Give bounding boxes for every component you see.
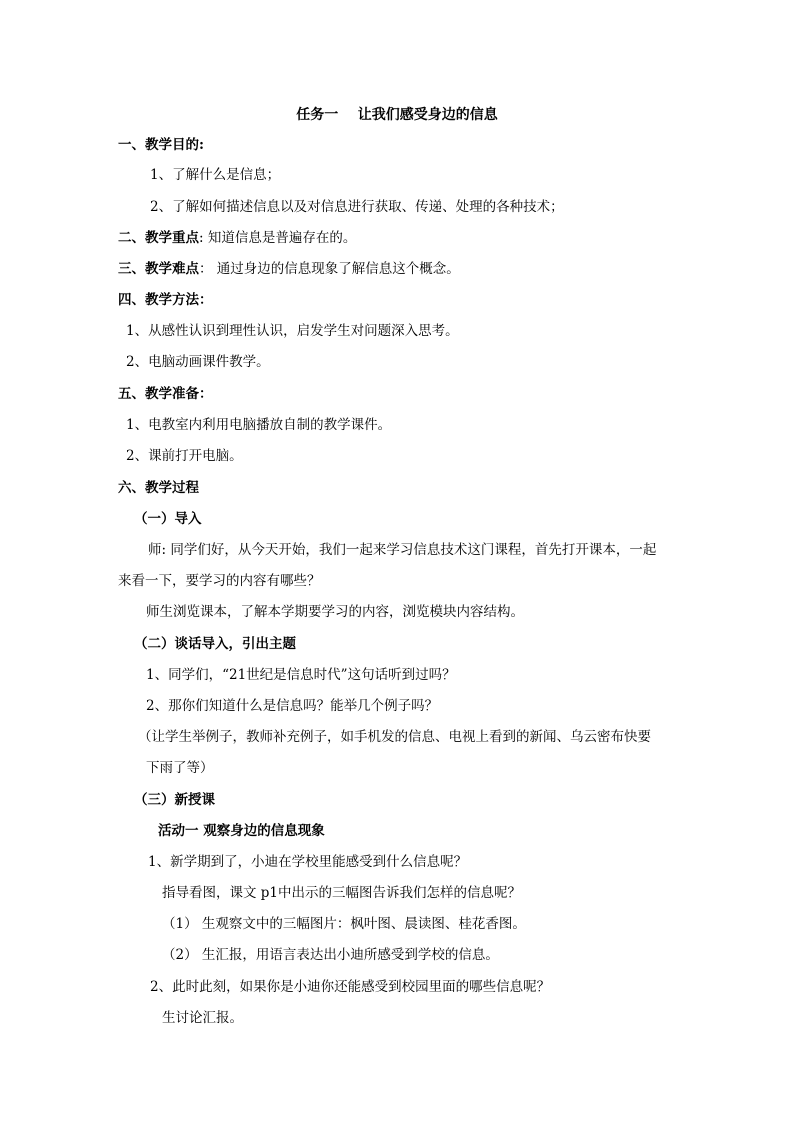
process-1-heading: （一）导入 (134, 511, 202, 527)
section-5-item-1: 1、电教室内利用电脑播放自制的教学课件。 (126, 417, 392, 433)
activity-1-sub-1: （1） 生观察文中的三幅图片：枫叶图、晨读图、桂花香图。 (162, 916, 526, 932)
activity-1-sub-2: （2） 生汇报，用语言表达出小迪所感受到学校的信息。 (162, 947, 499, 963)
section-5-item-2: 2、课前打开电脑。 (126, 448, 243, 464)
section-1-item-2: 2、了解如何描述信息以及对信息进行获取、传递、处理的各种技术； (150, 199, 564, 215)
activity-1-report: 生讨论汇报。 (162, 1010, 243, 1026)
activity-1-item-2: 2、此时此刻，如果你是小迪你还能感受到校园里面的哪些信息呢？ (150, 979, 551, 995)
process-3-heading: （三）新授课 (134, 792, 215, 808)
section-5-heading: 五、教学准备： (118, 386, 213, 402)
activity-1-heading: 活动一 观察身边的信息现象 (158, 823, 325, 839)
section-2-heading: 二、教学重点 (118, 230, 199, 246)
process-1-text-line-1: 师: 同学们好，从今天开始，我们一起来学习信息技术这门课程，首先打开课本，一起 (148, 542, 657, 558)
section-6-heading: 六、教学过程 (118, 480, 199, 496)
process-2-note-line-1: （让学生举例子，教师补充例子，如手机发的信息、电视上看到的新闻、乌云密布快要 (138, 729, 651, 745)
section-3-text: ： 通过身边的信息现象了解信息这个概念。 (199, 261, 460, 277)
section-4-heading: 四、教学方法： (118, 292, 213, 308)
section-4-item-1: 1、从感性认识到理性认识，启发学生对问题深入思考。 (126, 323, 459, 339)
section-2 (118, 229, 356, 247)
process-2-item-2: 2、那你们知道什么是信息吗？能举几个例子吗？ (146, 698, 439, 714)
process-1-text-line-2: 来看一下，要学习的内容有哪些？ (118, 573, 321, 589)
section-1-item-1: 1、了解什么是信息； (150, 167, 281, 183)
process-1-text-2: 师生浏览课本，了解本学期要学习的内容，浏览模块内容结构。 (146, 604, 524, 620)
section-4-item-2: 2、电脑动画课件教学。 (126, 354, 270, 370)
activity-1-item-1: 1、新学期到了，小迪在学校里能感受到什么信息呢？ (148, 854, 468, 870)
process-2-note-line-2: 下雨了等） (146, 760, 214, 776)
document-title: 任务一 让我们感受身边的信息 (296, 107, 498, 123)
process-2-heading: （二）谈话导入，引出主题 (134, 636, 296, 652)
section-3 (118, 260, 460, 278)
process-2-item-1: 1、同学们，“21世纪是信息时代”这句话听到过吗？ (146, 667, 456, 683)
section-2-text: : 知道信息是普遍存在的。 (199, 230, 357, 246)
section-3-heading: 三、教学难点 (118, 261, 199, 277)
section-1-heading: 一、教学目的: (118, 137, 204, 153)
activity-1-guide: 指导看图，课文 p1中出示的三幅图告诉我们怎样的信息呢？ (162, 885, 522, 901)
